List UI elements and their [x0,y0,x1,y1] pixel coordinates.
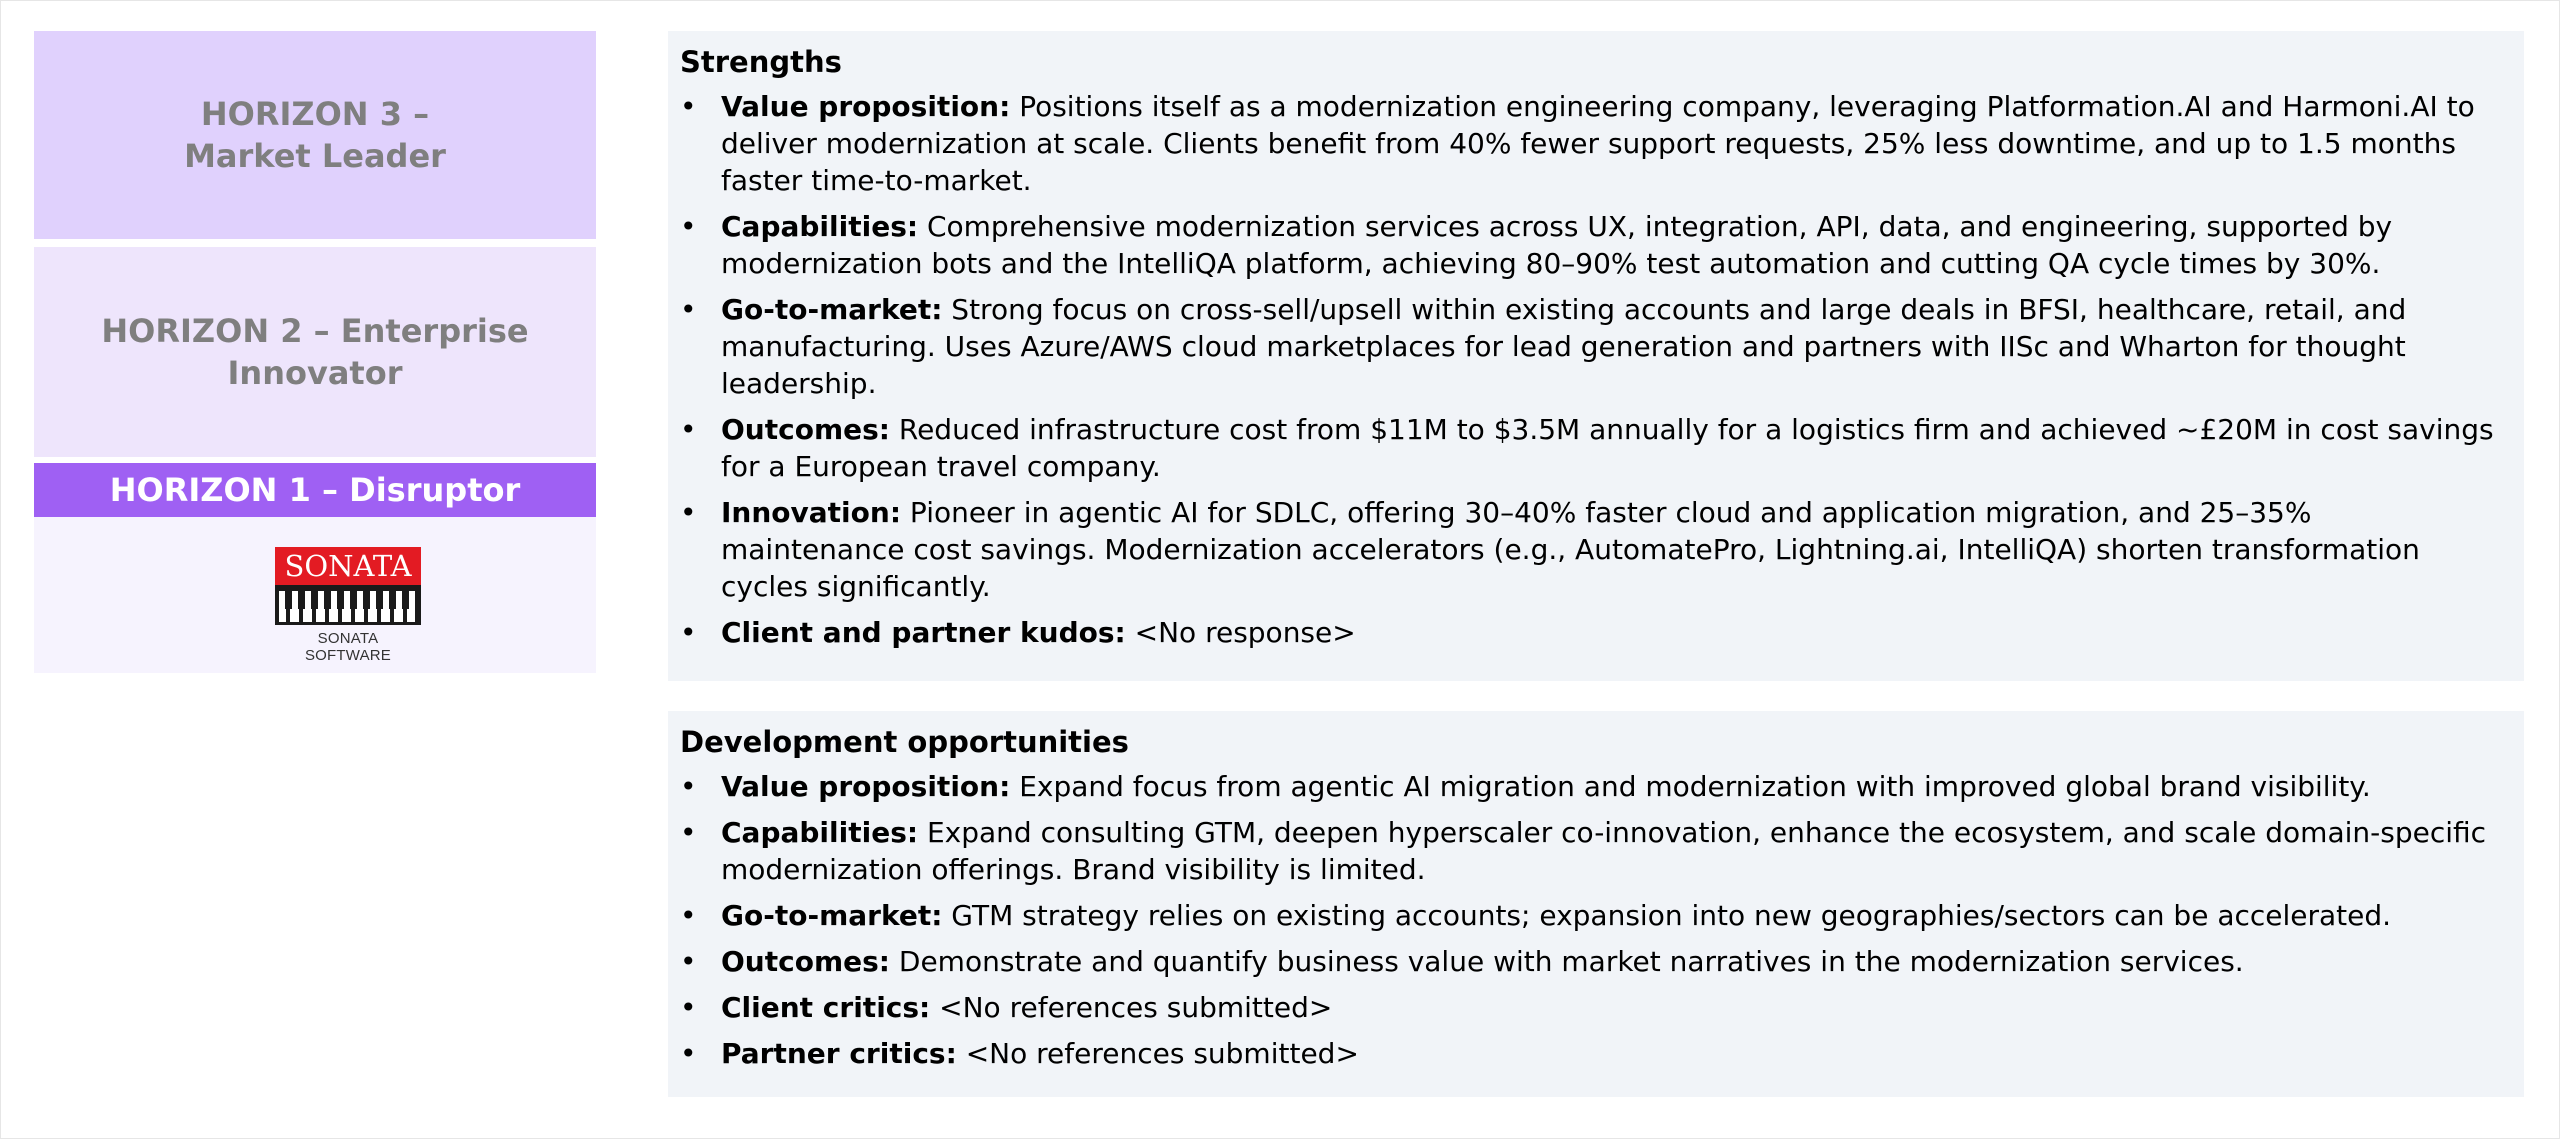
list-item: • Innovation: Pioneer in agentic AI for SDLC, offering 30–40% faster cloud and application migration, and 25–35% maintenance cost savings. Modernization accelerators (e.g., AutomatePro, Lightning.ai, IntelliQA) shorten transformation cycles significantly. [680,494,2494,605]
list-item: • Capabilities: Expand consulting GTM, deepen hyperscaler co-innovation, enhance the ecosystem, and scale domain-specific modernization offerings. Brand visibility is limited. [680,814,2494,888]
logo-wordmark: SONATA [275,547,421,585]
sonata-logo [275,547,421,664]
strengths-title: Strengths [680,45,842,79]
list-item: • Capabilities: Comprehensive modernization services across UX, integration, API, data, and engineering, supported by modernization bots and the IntelliQA platform, achieving 80–90% test automation and cutting QA cycle times by 30%. [680,208,2494,282]
strengths-panel [668,31,2524,681]
strengths-list [680,88,2494,660]
horizon-3-line2: Market Leader [184,137,446,175]
development-panel [668,711,2524,1097]
horizon-2-box [34,247,596,457]
logo-box [34,517,596,673]
list-item: • Go-to-market: GTM strategy relies on existing accounts; expansion into new geographies/sectors can be accelerated. [680,897,2494,934]
piano-keys-icon [275,585,421,625]
list-item: • Go-to-market: Strong focus on cross-sell/upsell within existing accounts and large deals in BFSI, healthcare, retail, and manufacturing. Uses Azure/AWS cloud marketplaces for lead generation and partners with IISc and Wharton for thought leadership. [680,291,2494,402]
horizon-2-line2: Innovator [227,354,403,392]
list-item: • Value proposition: Expand focus from agentic AI migration and modernization with improved global brand visibility. [680,768,2494,805]
development-title: Development opportunities [680,725,1129,759]
list-item: • Client and partner kudos: <No response> [680,614,2494,651]
development-list [680,768,2494,1081]
list-item: • Client critics: <No references submitted> [680,989,2494,1026]
horizon-3-line1: HORIZON 3 – [200,95,430,133]
list-item: • Outcomes: Demonstrate and quantify business value with market narratives in the modernization services. [680,943,2494,980]
list-item: • Value proposition: Positions itself as a modernization engineering company, leveraging Platformation.AI and Harmoni.AI to deliver modernization at scale. Clients benefit from 40% fewer support requests, 25% less downtime, and up to 1.5 months faster time-to-market. [680,88,2494,199]
list-item: • Outcomes: Reduced infrastructure cost from $11M to $3.5M annually for a logistics firm and achieved ~£20M in cost savings for a European travel company. [680,411,2494,485]
logo-caption: SONATA SOFTWARE [304,630,392,664]
list-item: • Partner critics: <No references submitted> [680,1035,2494,1072]
horizon-1-label: HORIZON 1 – Disruptor [109,471,521,509]
horizon-2-line1: HORIZON 2 – Enterprise [101,312,529,350]
horizon-1-box [34,463,596,517]
horizon-3-box [34,31,596,239]
